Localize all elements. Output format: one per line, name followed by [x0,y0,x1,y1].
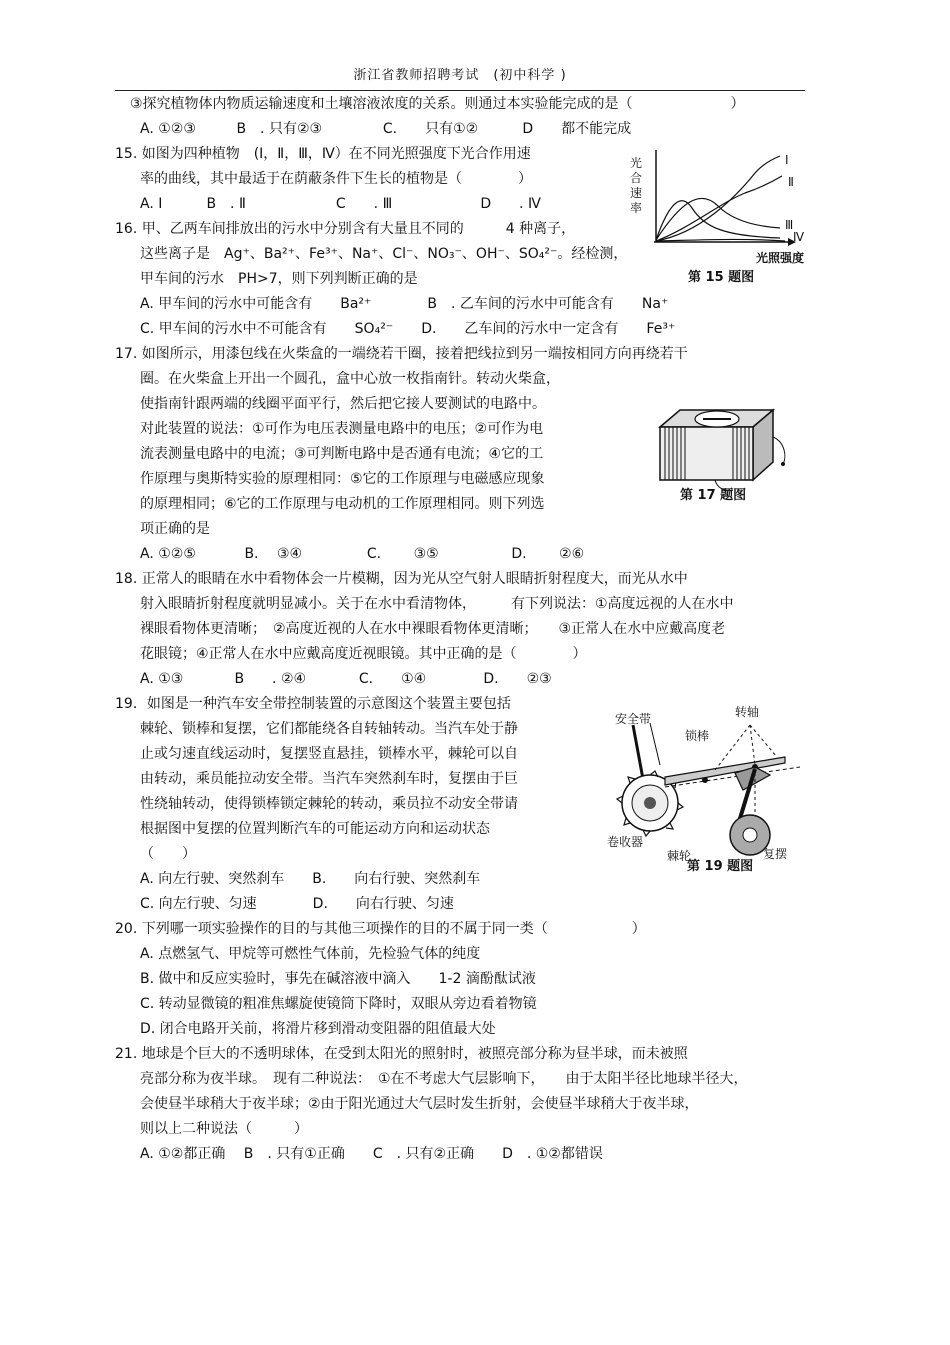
fig15-ylabel-char: 光 [630,156,643,170]
q14-options [140,120,631,138]
q20-option-b: B. 做中和反应实验时，事先在碱溶液中滴入 1-2 滴酚酞试液 [140,971,536,987]
page-header: 浙江省教师招聘考试 (初中科学 ) [353,68,567,83]
fig19-label-pendulum: 复摆 [763,847,788,861]
q16-options-cd: C. 甲车间的污水中不可能含有 SO₄²⁻ D. 乙车间的污水中一定含有 Fe³⁺ [140,321,676,337]
q19-line-5: 性绕轴转动，使得锁棒锁定棘轮的转动，乘员拉不动安全带请 [140,796,518,812]
q14-option-b: B . 只有②③ [236,121,323,137]
q17-option-d: D. ②⑥ [511,546,585,562]
fig17-caption: 第 17 题图 [680,488,747,503]
q18-line-3: 裸眼看物体更清晰； ②高度近视的人在水中裸眼看物体更清晰； ③正常人在水中应戴高度老 [140,621,726,637]
q20-option-a: A. 点燃氢气、甲烷等可燃性气体前，先检验气体的纯度 [140,946,481,962]
q15-options [140,195,541,213]
fig19-label-ratchet: 棘轮 [667,849,692,863]
q14-option-c: C. 只有①② [382,121,479,137]
q15-option-a: A. Ⅰ [140,196,163,212]
q18-option-a: A. ①③ [140,671,184,687]
q21-line-3: 会使昼半球稍大于夜半球；②由于阳光通过大气层时发生折射，会使昼半球稍大于夜半球， [140,1096,699,1112]
q19-line-1: 19．如图是一种汽车安全带控制装置的示意图这个装置主要包括 [115,696,511,712]
q14-option-d: D 都不能完成 [522,121,632,137]
q17-line-6: 作原理与奥斯特实验的原理相同：⑤它的工作原理与电磁感应现象 [140,471,545,487]
figure-17 [655,402,805,502]
q17-line-5: 流表测量电路中的电流；③可判断电路中是否通有电流；④它的工 [140,446,544,462]
fig15-ylabel-char: 合 [630,171,643,185]
fig15-caption: 第 15 题图 [688,270,755,285]
fig15-curve-label-4: Ⅳ [793,230,805,244]
q18-option-c: C. ①④ [358,671,427,687]
q15-option-c: C . Ⅲ [335,196,393,212]
q15-line-2: 率的曲线，其中最适于在荫蔽条件下生长的植物是（ ） [140,171,532,187]
fig15-curve-label-3: Ⅲ [785,218,794,232]
q21-line-2: 亮部分称为夜半球。 现有二种说法： ①在不考虑大气层影响下， 由于太阳半径比地球半径大， [140,1071,748,1087]
fig15-curve-label-1: Ⅰ [785,153,789,167]
q18-option-d: D. ②③ [483,671,552,687]
q17-options [140,545,584,563]
q16-options-ab: A. 甲车间的污水中可能含有 Ba²⁺ B . 乙车间的污水中可能含有 Na⁺ [140,296,669,312]
fig19-label-axle: 转轴 [735,705,760,719]
q17-line-2: 圈。在火柴盒上开出一个圆孔，盒中心放一枚指南针。转动火柴盒， [140,371,560,387]
q19-line-6: 根据图中复摆的位置判断汽车的可能运动方向和运动状态 [140,821,490,837]
q15-line-1: 15. 如图为四种植物 (Ⅰ，Ⅱ，Ⅲ，Ⅳ）在不同光照强度下光合作用速 [115,146,531,162]
q18-options [140,670,552,688]
figure-19 [605,695,805,875]
fig19-label-retractor: 卷收器 [607,835,644,849]
fig15-ylabel-char: 率 [630,201,643,215]
fig19-label-lock: 锁棒 [685,729,710,743]
q17-option-b: B. ③④ [244,546,303,562]
q20-line-1: 20. 下列哪一项实验操作的目的与其他三项操作的目的不属于同一类（ ） [115,921,646,937]
q18-line-2: 射入眼睛折射程度就明显减小。关于在水中看清物体， 有下列说法：①高度远视的人在水中 [140,596,734,612]
q16-line-2: 这些离子是 Ag⁺、Ba²⁺、Fe³⁺、Na⁺、Cl⁻、NO₃⁻、OH⁻、SO₄²⁻。经检测， [140,246,628,262]
q20-option-d: D. 闭合电路开关前，将滑片移到滑动变阻器的阻值最大处 [140,1021,496,1037]
figure-15 [630,148,815,285]
fig15-ylabel [630,156,642,216]
q19-line-7: （ ） [140,846,196,862]
q17-option-a: A. ①②⑤ [140,546,196,562]
q17-line-3: 使指南针跟两端的线圈平面平行，然后把它接人要测试的电路中。 [140,396,546,412]
fig19-label-belt: 安全带 [615,712,652,726]
q19-line-3: 止或匀速直线运动时，复摆竖直悬挂，锁棒水平，棘轮可以自 [140,746,518,762]
q18-option-b: B . ②④ [234,671,307,687]
q15-option-d: D . Ⅳ [480,196,541,212]
q17-line-4: 对此装置的说法：①可作为电压表测量电路中的电压；②可作为电 [140,421,544,437]
fig15-ylabel-char: 速 [630,186,643,200]
q17-line-7: 的原理相同；⑥它的工作原理与电动机的工作原理相同。则下列选 [140,496,545,512]
fig19-caption: 第 19 题图 [687,859,754,874]
q19-options-ab: A. 向左行驶、突然刹车 B. 向右行驶、突然刹车 [140,871,481,887]
header-divider [115,90,805,91]
q15-option-b: B . Ⅱ [206,196,246,212]
q17-line-1: 17. 如图所示，用漆包线在火柴盒的一端绕若干圈，接着把线拉到另一端按相同方向再绕若干 [115,346,688,362]
q16-line-3: 甲车间的污水 PH>7，则下列判断正确的是 [140,271,418,287]
q21-options: A. ①②都正确 B . 只有①正确 C . 只有②正确 D . ①②都错误 [140,1146,603,1162]
q21-line-4: 则以上二种说法（ ） [140,1121,308,1137]
q19-line-4: 由转动，乘员能拉动安全带。当汽车突然刹车时，复摆由于巨 [140,771,518,787]
q19-options-cd: C. 向左行驶、匀速 D. 向右行驶、匀速 [140,896,454,912]
q14-text: ③探究植物体内物质运输速度和土壤溶液浓度的关系。则通过本实验能完成的是（ ） [130,96,745,112]
fig15-xlabel: 光照强度 [756,251,805,265]
q20-option-c: C. 转动显微镜的粗准焦螺旋使镜筒下降时，双眼从旁边看着物镜 [140,996,537,1012]
q14-option-a: A. ①②③ [140,121,196,137]
q17-line-8: 项正确的是 [140,521,210,537]
q16-line-1: 16. 甲、乙两车间排放出的污水中分别含有大量且不同的 4 种离子， [115,221,576,237]
q21-line-1: 21. 地球是个巨大的不透明球体，在受到太阳光的照射时，被照亮部分称为昼半球，而未被照 [115,1046,688,1062]
q18-line-1: 18. 正常人的眼睛在水中看物体会一片模糊，因为光从空气射人眼睛折射程度大，而光从水中 [115,571,688,587]
fig15-curve-label-2: Ⅱ [788,175,794,189]
q19-line-2: 棘轮、锁棒和复摆，它们都能绕各自转轴转动。当汽车处于静 [140,721,518,737]
q18-line-4: 花眼镜；④正常人在水中应戴高度近视眼镜。其中正确的是（ ） [140,646,587,662]
q17-option-c: C. ③⑤ [366,546,439,562]
